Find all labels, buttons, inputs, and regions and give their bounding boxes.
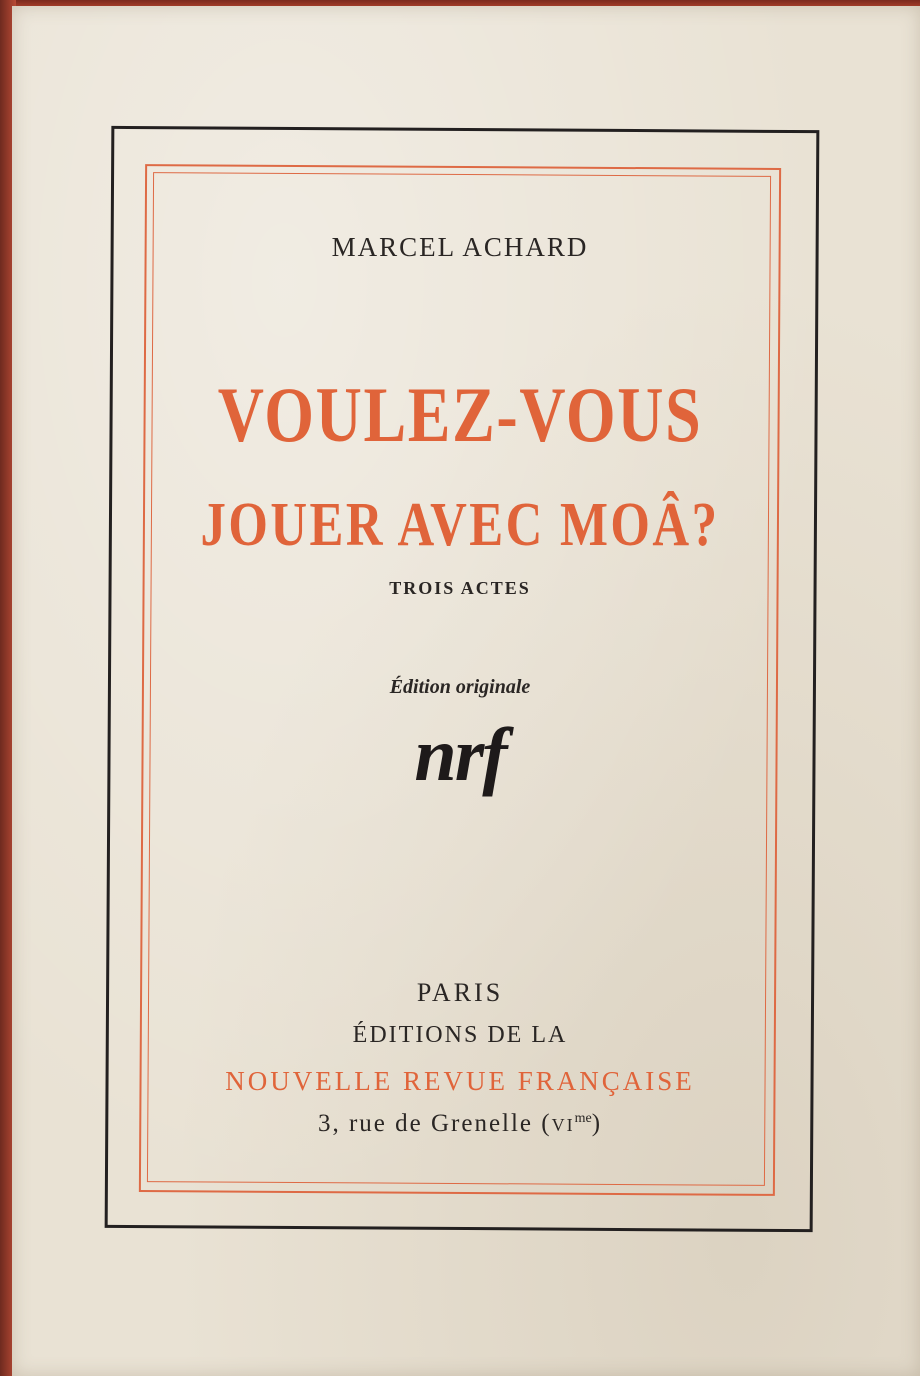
nrf-logo: nrf: [414, 713, 506, 797]
title-line-2: JOUER AVEC MOÂ?: [200, 491, 720, 559]
publisher-line-2: NOUVELLE REVUE FRANÇAISE: [225, 1066, 695, 1096]
address-roman-numeral: vi: [551, 1110, 575, 1137]
title-line-1: VOULEZ-VOUS: [217, 371, 703, 458]
subtitle: TROIS ACTES: [389, 578, 531, 598]
publisher-address: [142, 1110, 778, 1138]
address-superscript: me: [574, 1111, 592, 1126]
edition-note: Édition originale: [389, 676, 531, 698]
publisher-line-1: ÉDITIONS DE LA: [352, 1022, 568, 1048]
author-name: MARCEL ACHARD: [331, 232, 589, 262]
address-main: 3, rue de Grenelle (: [317, 1110, 552, 1137]
address-close: ): [591, 1110, 603, 1137]
publisher-city: PARIS: [416, 978, 504, 1007]
